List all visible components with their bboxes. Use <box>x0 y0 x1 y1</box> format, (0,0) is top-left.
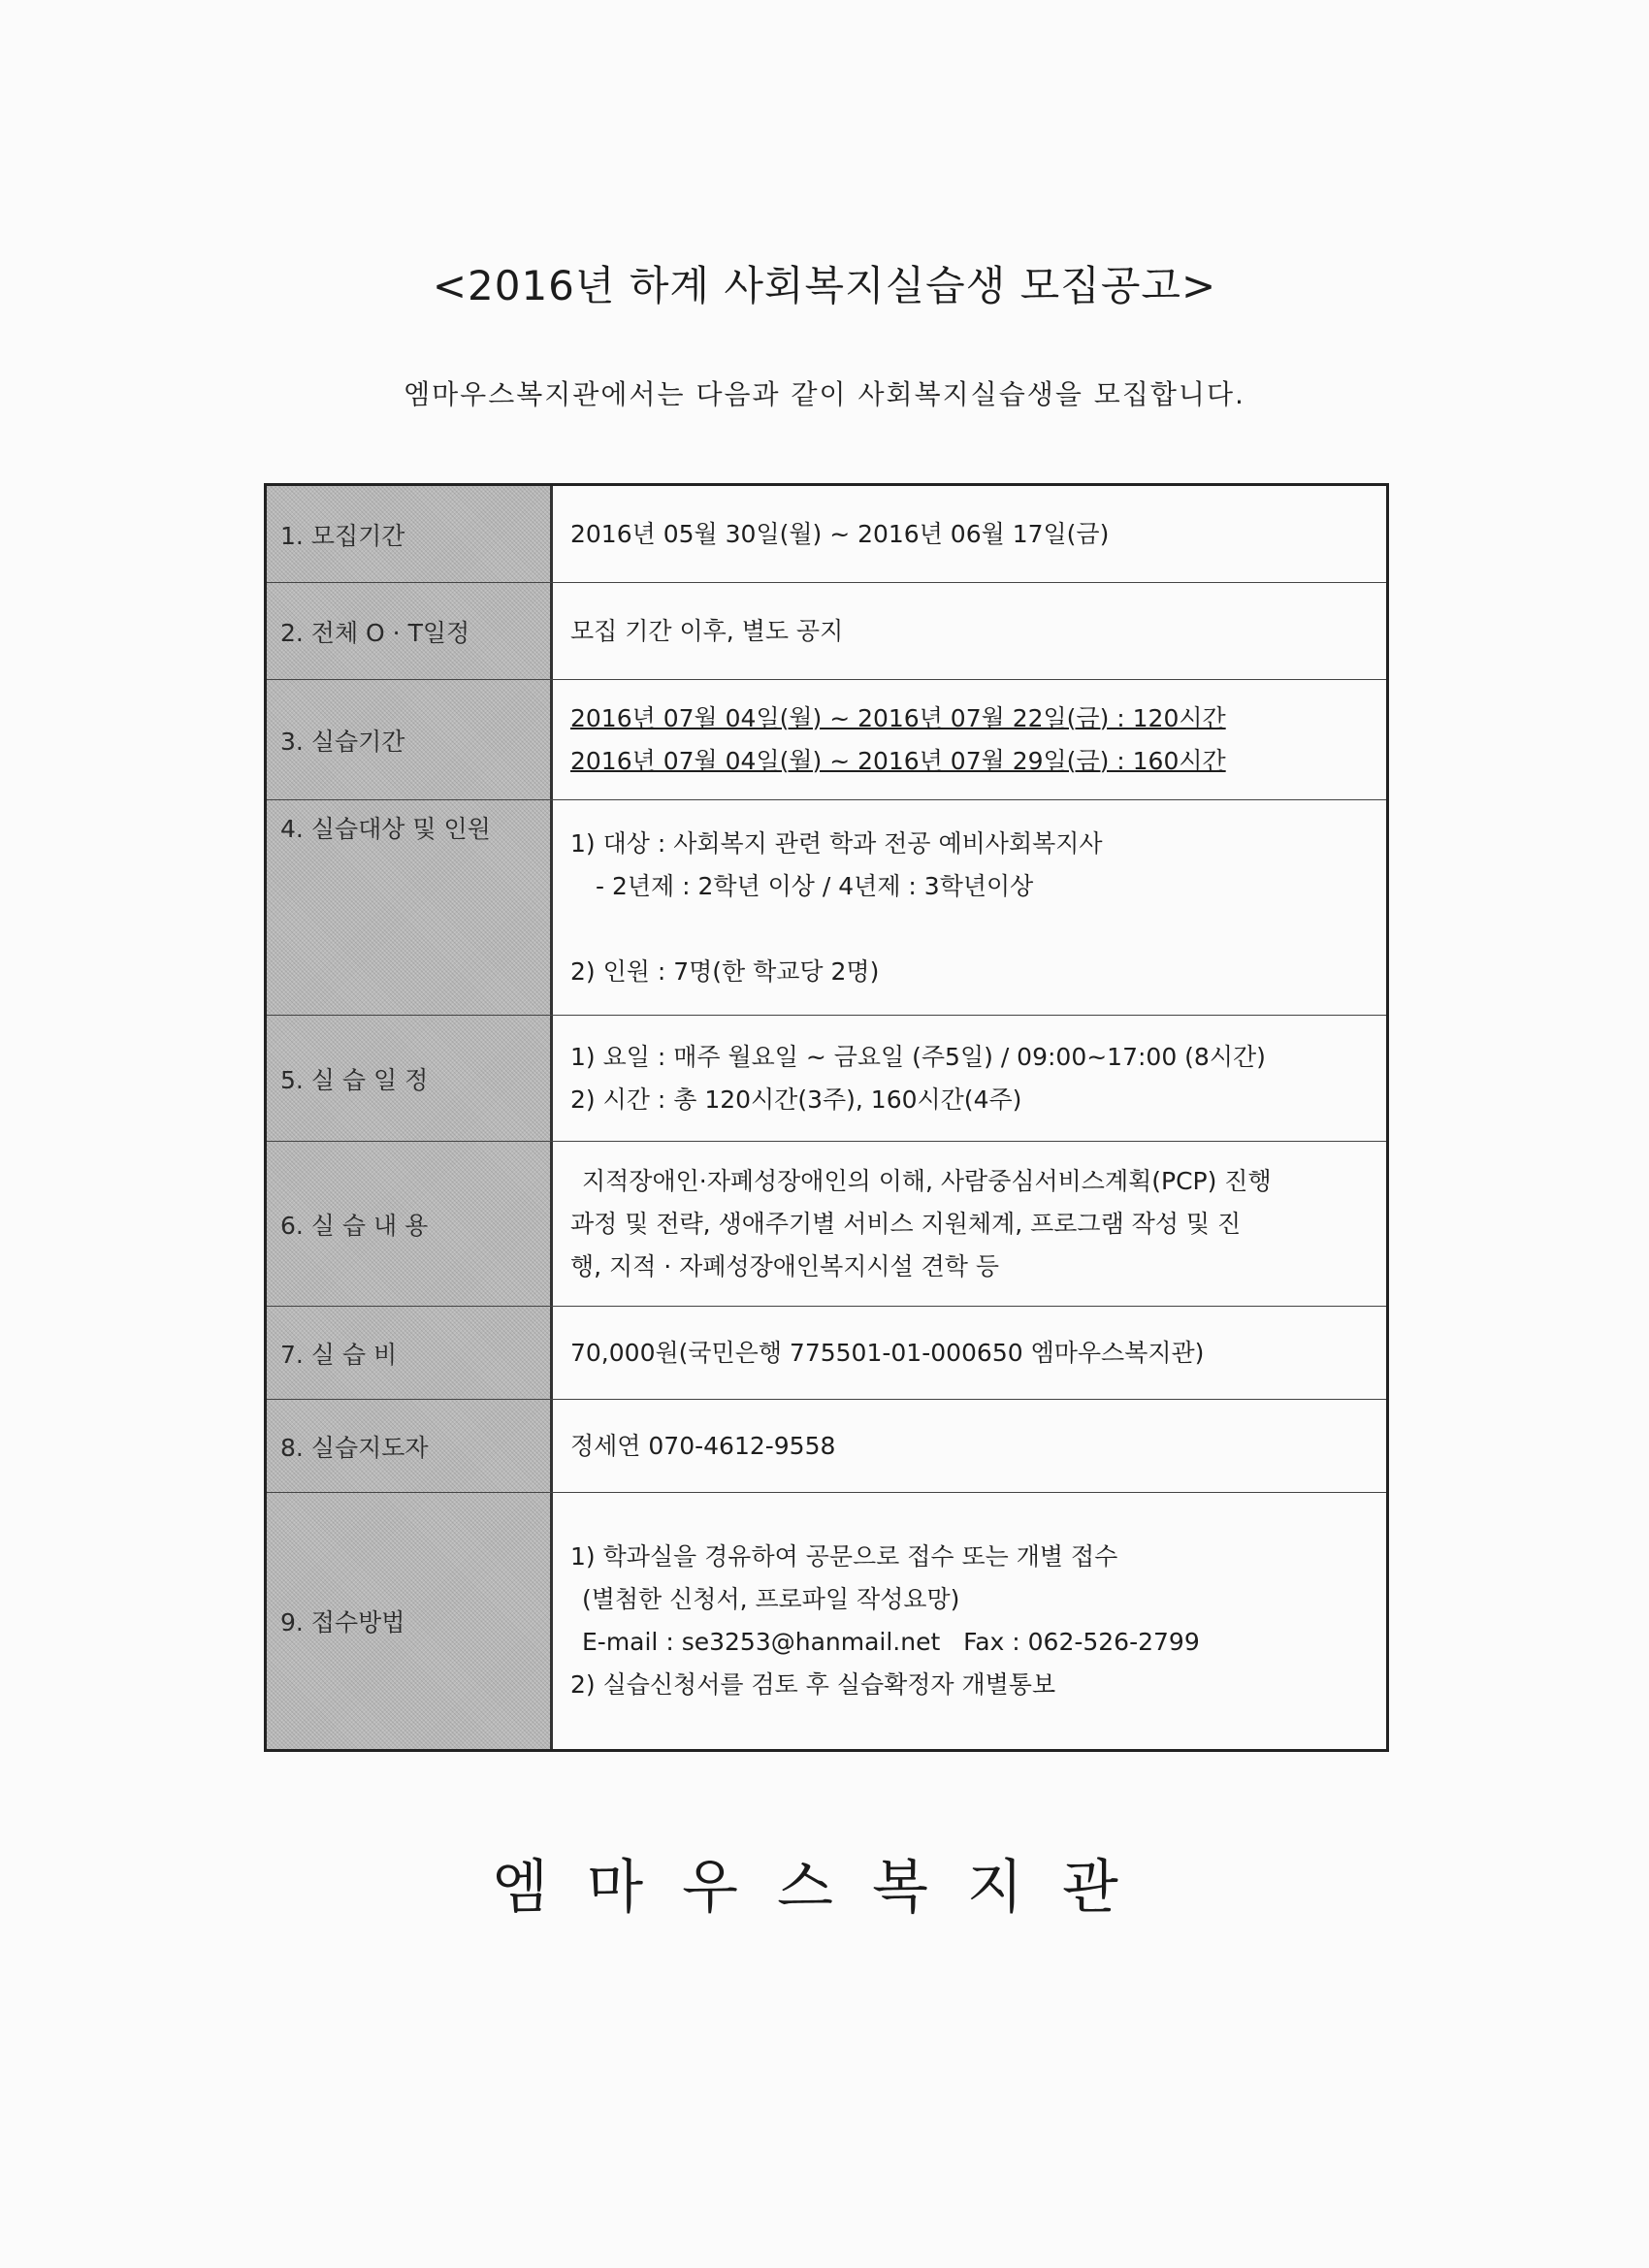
content-line: 지적장애인·자폐성장애인의 이해, 사람중심서비스계획(PCP) 진행 <box>582 1166 1272 1195</box>
row-label: 8. 실습지도자 <box>267 1400 553 1492</box>
row-label: 6. 실 습 내 용 <box>267 1142 553 1306</box>
row-content <box>553 1307 1386 1399</box>
row-content <box>553 680 1386 799</box>
table-row <box>267 1400 1386 1493</box>
row-label: 2. 전체 O · T일정 <box>267 583 553 679</box>
row-content <box>553 800 1386 1015</box>
spacer <box>570 908 1369 951</box>
row-label: 1. 모집기간 <box>267 486 553 582</box>
table-row <box>267 680 1386 800</box>
row-content <box>553 583 1386 679</box>
content-line: 1) 학과실을 경유하여 공문으로 접수 또는 개별 접수 <box>570 1542 1118 1571</box>
row-label: 3. 실습기간 <box>267 680 553 799</box>
table-row <box>267 1142 1386 1307</box>
table-row <box>267 1016 1386 1142</box>
content-line: 과정 및 전략, 생애주기별 서비스 지원체계, 프로그램 작성 및 진 <box>570 1209 1242 1238</box>
table-row <box>267 1307 1386 1400</box>
row-content <box>553 486 1386 582</box>
table-row <box>267 486 1386 583</box>
table-row <box>267 800 1386 1016</box>
recruitment-table <box>264 483 1389 1752</box>
table-row <box>267 1493 1386 1749</box>
row-content <box>553 1142 1386 1306</box>
content-line: 2016년 07월 04일(월) ~ 2016년 07월 22일(금) : 120시간 <box>570 703 1226 732</box>
row-content <box>553 1493 1386 1749</box>
table-row <box>267 583 1386 680</box>
content-line: 행, 지적 · 자폐성장애인복지시설 견학 등 <box>570 1251 1000 1280</box>
row-content <box>553 1016 1386 1141</box>
row-label: 9. 접수방법 <box>267 1493 553 1749</box>
content-line: E-mail : se3253@hanmail.net Fax : 062-526-2799 <box>582 1628 1200 1656</box>
document-title: <2016년 하계 사회복지실습생 모집공고> <box>432 262 1217 309</box>
content-line: 1) 대상 : 사회복지 관련 학과 전공 예비사회복지사 <box>570 828 1103 858</box>
content-line: 정세연 070-4612-9558 <box>570 1431 836 1460</box>
organization-name: 엠마우스복지관 <box>492 1854 1157 1922</box>
intro-text: 엠마우스복지관에서는 다음과 같이 사회복지실습생을 모집합니다. <box>404 378 1245 410</box>
content-line: 2) 인원 : 7명(한 학교당 2명) <box>570 956 880 986</box>
content-line: - 2년제 : 2학년 이상 / 4년제 : 3학년이상 <box>596 871 1034 900</box>
row-label: 4. 실습대상 및 인원 <box>267 800 553 1015</box>
content-line: 2016년 05월 30일(월) ~ 2016년 06월 17일(금) <box>570 519 1110 548</box>
row-content <box>553 1400 1386 1492</box>
content-line: (별첨한 신청서, 프로파일 작성요망) <box>582 1585 960 1613</box>
content-line: 2) 실습신청서를 검토 후 실습확정자 개별통보 <box>570 1670 1056 1699</box>
content-line: 1) 요일 : 매주 월요일 ~ 금요일 (주5일) / 09:00~17:00 (8시간) <box>570 1042 1266 1071</box>
content-line: 70,000원(국민은행 775501-01-000650 엠마우스복지관) <box>570 1338 1205 1367</box>
content-line: 모집 기간 이후, 별도 공지 <box>570 616 844 645</box>
content-line: 2016년 07월 04일(월) ~ 2016년 07월 29일(금) : 160시간 <box>570 746 1226 775</box>
row-label: 7. 실 습 비 <box>267 1307 553 1399</box>
content-line: 2) 시간 : 총 120시간(3주), 160시간(4주) <box>570 1085 1022 1114</box>
row-label: 5. 실 습 일 정 <box>267 1016 553 1141</box>
